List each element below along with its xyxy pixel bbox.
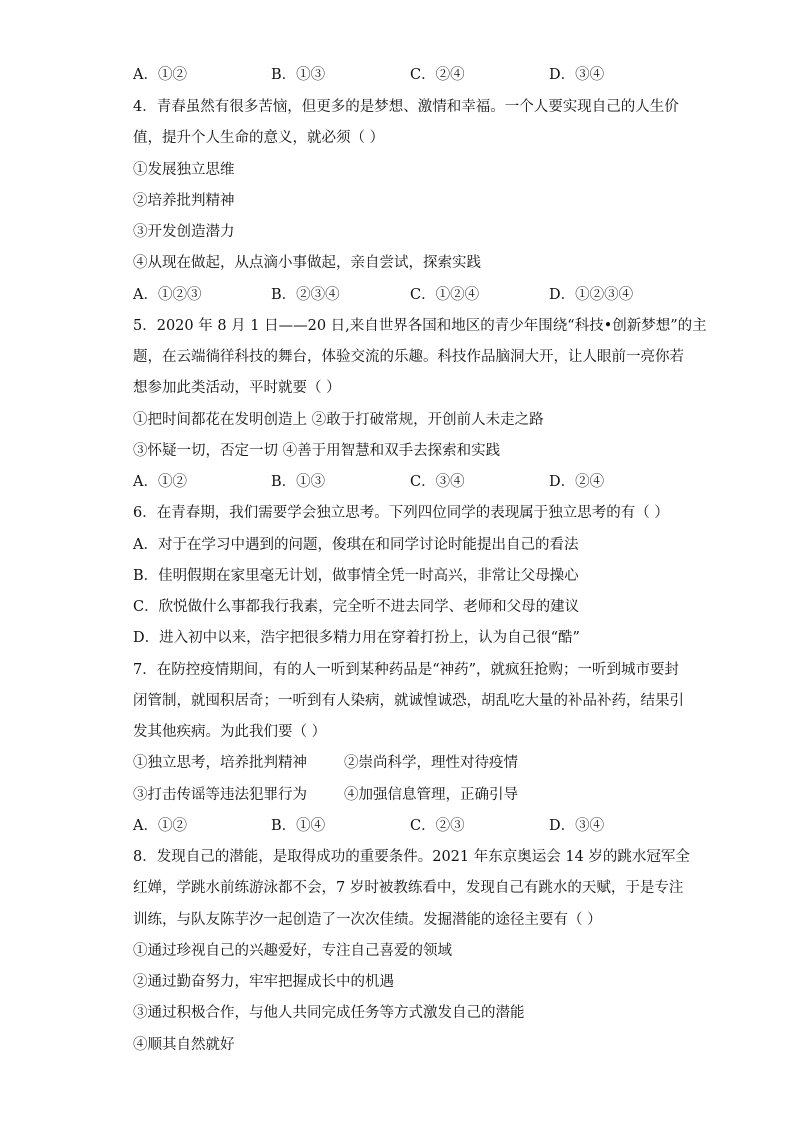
q4-option-a: A．①②③ <box>133 287 202 303</box>
q6-choice-d: D．进入初中以来，浩宇把很多精力用在穿着打扮上，认为自己很“酷” <box>133 630 580 646</box>
q3-option-b: B．①③ <box>271 67 326 83</box>
q7-item-2: ②崇尚科学，理性对待疫情 <box>344 755 518 771</box>
q4-option-d: D．①②③④ <box>549 287 634 303</box>
q3-option-a: A．①② <box>133 67 187 83</box>
q6-stem: 6．在青春期，我们需要学会独立思考。下列四位同学的表现属于独立思考的有（ ） <box>133 505 669 521</box>
q7-option-d: D．③④ <box>549 818 605 834</box>
q5-option-b: B．①③ <box>271 474 326 490</box>
q7-items-row-1 <box>133 753 693 773</box>
q7-options <box>133 816 693 836</box>
q6-choice-b: B．佳明假期在家里毫无计划，做事情全凭一时高兴，非常让父母操心 <box>133 568 579 584</box>
q4-option-b: B．②③④ <box>271 287 340 303</box>
q4-item-1: ①发展独立思维 <box>133 162 235 178</box>
q3-option-d: D．③④ <box>549 67 605 83</box>
q3-options <box>133 65 693 85</box>
q4-stem-line-1: 4．青春虽然有很多苦恼，但更多的是梦想、激情和幸福。一个人要实现自己的人生价 <box>133 99 679 115</box>
q7-stem-line-3: 发其他疾病。为此我们要（ ） <box>133 724 327 740</box>
q4-item-4: ④从现在做起，从点滴小事做起，亲自尝试，探索实践 <box>133 255 481 271</box>
q8-stem-line-2: 红婵，学跳水前练游泳都不会，7 岁时被教练看中，发现自己有跳水的天赋，于是专注 <box>133 880 684 896</box>
q7-stem-line-2: 闭管制，就囤积居奇；一听到有人染病，就诚惶诚恐，胡乱吃大量的补品补药，结果引 <box>133 693 684 709</box>
q5-stem-line-3: 想参加此类活动，平时就要（ ） <box>133 380 341 396</box>
q7-items-row-2 <box>133 785 693 805</box>
q5-stem-line-2: 题，在云端徜徉科技的舞台，体验交流的乐趣。科技作品脑洞大开，让人眼前一亮你若 <box>133 349 684 365</box>
q4-item-2: ②培养批判精神 <box>133 193 235 209</box>
q7-item-1: ①独立思考，培养批判精神 <box>133 755 307 771</box>
q8-stem-line-3: 训练，与队友陈芋汐一起创造了一次次佳绩。发掘潜能的途径主要有（ ） <box>133 912 602 928</box>
q4-option-c: C．①②④ <box>410 287 480 303</box>
q5-stem-line-1: 5．2020 年 8 月 1 日——20 日,来自世界各国和地区的青少年围绕“科技•创新梦想”的主 <box>133 318 707 334</box>
q5-option-a: A．①② <box>133 474 187 490</box>
q7-item-4: ④加强信息管理，正确引导 <box>344 787 518 803</box>
q5-option-c: C．③④ <box>410 474 465 490</box>
q7-stem-line-1: 7．在防控疫情期间，有的人一听到某种药品是“神药”，就疯狂抢购；一听到城市要封 <box>133 662 680 678</box>
q7-option-b: B．①④ <box>271 818 326 834</box>
q4-options <box>133 285 693 305</box>
q5-option-d: D．②④ <box>549 474 605 490</box>
q5-options <box>133 472 693 492</box>
q7-item-3: ③打击传谣等违法犯罪行为 <box>133 787 307 803</box>
q8-item-2: ②通过勤奋努力，牢牢把握成长中的机遇 <box>133 974 394 990</box>
q6-choice-c: C．欣悦做什么事都我行我素，完全听不进去同学、老师和父母的建议 <box>133 599 580 615</box>
q5-item-line-2: ③怀疑一切，否定一切 ④善于用智慧和双手去探索和实践 <box>133 443 501 459</box>
q3-option-c: C．②④ <box>410 67 465 83</box>
q4-stem-line-2: 值，提升个人生命的意义，就必须（ ） <box>133 130 385 146</box>
q8-item-3: ③通过积极合作，与他人共同完成任务等方式激发自己的潜能 <box>133 1005 525 1021</box>
q4-item-3: ③开发创造潜力 <box>133 224 235 240</box>
q7-option-a: A．①② <box>133 818 187 834</box>
q6-choice-a: A．对于在学习中遇到的问题，俊琪在和同学讨论时能提出自己的看法 <box>133 537 579 553</box>
q8-stem-line-1: 8．发现自己的潜能，是取得成功的重要条件。2021 年东京奥运会 14 岁的跳水冠军全 <box>133 849 690 865</box>
q5-item-line-1: ①把时间都花在发明创造上 ②敢于打破常规，开创前人未走之路 <box>133 412 544 428</box>
q8-item-1: ①通过珍视自己的兴趣爱好，专注自己喜爱的领域 <box>133 943 452 959</box>
q7-option-c: C．②③ <box>410 818 465 834</box>
q8-item-4: ④顺其自然就好 <box>133 1037 235 1053</box>
